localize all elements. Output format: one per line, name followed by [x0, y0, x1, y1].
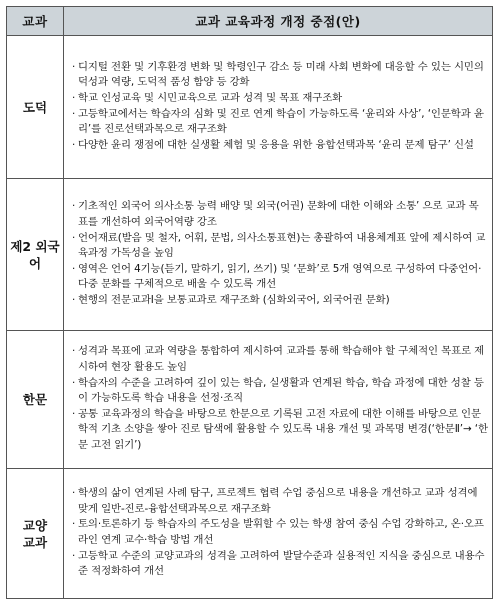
list-item: · 학교 인성교육 및 시민교육으로 교과 성격 및 목표 재구조화	[72, 91, 343, 104]
subject-cell	[7, 179, 64, 331]
content-cell	[64, 331, 493, 469]
list-item: · 성격과 목표에 교과 역량을 통합하여 제시하여 교과를 통해 학습해야 할 구체적인 목표로 제시하여 현장 활용도 높임	[72, 345, 485, 374]
subject-cell	[7, 469, 64, 599]
header-subject: 교과	[7, 7, 64, 36]
table-row	[7, 36, 493, 179]
curriculum-revision-table	[6, 6, 493, 599]
subject-label: 도덕	[22, 99, 48, 115]
header-content: 교과 교육과정 개정 중점(안)	[64, 7, 493, 36]
table-row	[7, 469, 493, 599]
list-item: · 영역은 언어 4기능(듣기, 말하기, 읽기, 쓰기) 및 ‘문화’로 5개 영역으로 구성하여 다중언어·다중 문화를 구체적으로 배울 수 있도록 개선	[72, 262, 482, 291]
list-item: · 다양한 윤리 쟁점에 대한 실생활 체험 및 응용을 위한 융합선택과목 ‘윤리 문제 탐구’ 신설	[72, 138, 474, 151]
list-item: · 현행의 전문교과Ⅰ을 보통교과로 재구조화 (심화외국어, 외국어권 문화)	[72, 293, 390, 306]
list-item: · 고등학교 수준의 교양교과의 성격을 고려하여 발달수준과 실용적인 지식을 중심으로 내용수준 적정화하여 개선	[72, 549, 485, 578]
list-item: · 디지털 전환 및 기후환경 변화 및 학령인구 감소 등 미래 사회 변화에 대응할 수 있는 시민의 덕성과 역량, 도덕적 품성 함양 등 강화	[72, 60, 484, 89]
curriculum-table-container	[6, 6, 493, 599]
subject-label-line-1: 교양	[22, 517, 48, 533]
content-cell	[64, 179, 493, 331]
subject-cell	[7, 36, 64, 179]
subject-label-line-1: 제2 외국	[10, 238, 60, 254]
table-row	[7, 331, 493, 469]
list-item: · 학생의 삶이 연계된 사례 탐구, 프로젝트 협력 수업 중심으로 내용을 개선하고 교과 성격에 맞게 일반-진로-융합선택과목으로 재구조화	[72, 487, 478, 515]
subject-label-line-2: 교과	[22, 534, 48, 550]
list-item: · 언어재료(발음 및 철자, 어휘, 문법, 의사소통표현)는 총괄하여 내용체계표 앞에 제시하여 교육과정 가독성을 높임	[72, 231, 486, 260]
table-row	[7, 179, 493, 331]
subject-label: 한문	[22, 392, 48, 407]
list-item: · 기초적인 외국어 의사소통 능력 배양 및 외국(어권) 문화에 대한 이해와 소통’ 으로 교과 목표를 개선하여 외국어역량 강조	[72, 200, 479, 229]
content-cell	[64, 36, 493, 179]
list-item: · 토의·토론하기 등 학습자의 주도성을 발휘할 수 있는 학생 참여 중심 수업 강화하고, 온·오프라인 연계 교수·학습 방법 개선	[72, 518, 484, 546]
list-item: · 공통 교육과정의 학습을 바탕으로 한문으로 기록된 고전 자료에 대한 이해를 바탕으로 인문학적 기초 소양을 쌓아 진로 탐색에 활용할 수 있도록 내용 개선 및 과목명 변경(‘한문Ⅱ’→ ‘한문 고전 읽기’)	[72, 407, 488, 451]
subject-cell	[7, 331, 64, 469]
list-item: · 고등학교에서는 학습자의 심화 및 진로 연계 학습이 가능하도록 ‘윤리와 사상’, ‘인문학과 윤리’를 진로선택과목으로 재구조화	[72, 107, 484, 136]
subject-label-line-2: 어	[28, 255, 42, 271]
content-cell	[64, 469, 493, 599]
list-item: · 학습자의 수준을 고려하여 깊이 있는 학습, 실생활과 연계된 학습, 학습 과정에 대한 성찰 등이 가능하도록 학습 내용을 선정·조직	[72, 376, 484, 405]
table-header-row	[7, 7, 493, 36]
